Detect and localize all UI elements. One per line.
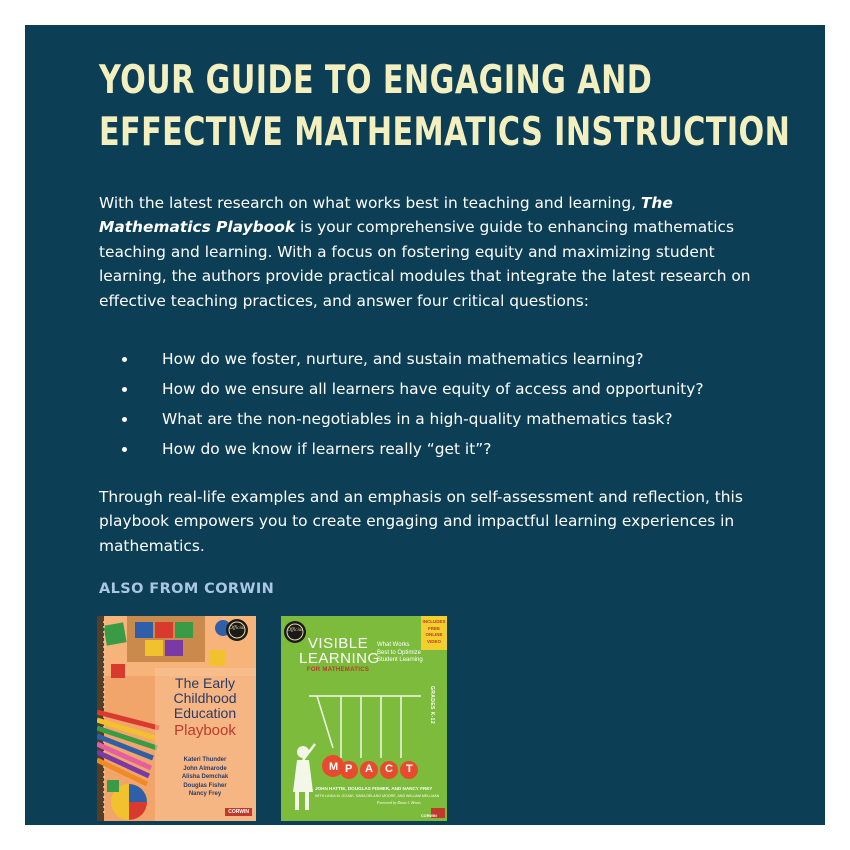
book1-authors xyxy=(157,756,253,799)
bullet-icon xyxy=(122,357,127,362)
book2-tagline xyxy=(377,642,433,665)
book2-video-badge-line: INCLUDES xyxy=(422,619,446,624)
book1-author: Alisha Demchak xyxy=(181,774,229,780)
impact-letter: C xyxy=(385,763,393,775)
book2-contributors: WITH LINDA M. GOJAK, SARA DELANO MOORE, AND WILLIAM MELLMAN xyxy=(315,794,440,798)
promo-panel xyxy=(25,25,825,825)
intro-paragraph xyxy=(99,191,769,313)
question-text: What are the non-negotiables in a high-quality mathematics task? xyxy=(162,410,673,428)
also-from-heading: ALSO FROM CORWIN xyxy=(99,581,275,597)
book2-badge-text: Official xyxy=(287,628,303,633)
impact-letter: M xyxy=(329,761,339,773)
question-text: How do we ensure all learners have equity of access and opportunity? xyxy=(162,380,704,398)
book1-title-line: The Early xyxy=(175,675,235,691)
book1-title-line: Childhood xyxy=(173,690,237,706)
impact-letter: T xyxy=(406,763,413,775)
intro-text-1: With the latest research on what works best in teaching and learning, xyxy=(99,194,641,212)
headline xyxy=(99,55,791,159)
bullet-icon xyxy=(122,447,127,452)
book2-foreword: Foreword by Diane J. Briars xyxy=(377,801,421,805)
question-item xyxy=(99,379,789,409)
book1-author: John Almarode xyxy=(183,765,227,772)
impact-letter: P xyxy=(345,763,353,775)
question-item xyxy=(99,439,789,469)
book-cover-visible-learning[interactable] xyxy=(281,616,447,821)
book2-tagline-line: Best to Optimize xyxy=(377,649,422,656)
book-cover-early-childhood[interactable] xyxy=(97,616,256,821)
question-text: How do we know if learners really “get it”? xyxy=(162,440,492,458)
book1-publisher: CORWIN xyxy=(225,808,252,816)
book1-title-line: Education xyxy=(173,705,237,721)
headline-line-1: YOUR GUIDE TO ENGAGING AND xyxy=(99,58,653,103)
question-text: How do we foster, nurture, and sustain mathematics learning? xyxy=(162,350,644,368)
book2-authors: JOHN HATTIE, DOUGLAS FISHER, AND NANCY FREY xyxy=(315,786,433,791)
book1-author: Douglas Fisher xyxy=(183,782,227,789)
book1-author: Kateri Thunder xyxy=(183,757,227,763)
book2-tagline-line: Student Learning xyxy=(377,657,423,663)
book1-title xyxy=(157,676,253,740)
book2-grades: GRADES K-12 xyxy=(429,686,435,725)
book1-badge-text: Official xyxy=(229,626,245,631)
book1-subtitle: Playbook xyxy=(174,722,236,739)
bullet-icon xyxy=(122,387,127,392)
question-item xyxy=(99,349,789,379)
impact-letter: A xyxy=(365,763,373,775)
book2-publisher: CORWIN xyxy=(421,814,437,818)
bullet-icon xyxy=(122,417,127,422)
intro-text-2: is your comprehensive guide to enhancing mathematics teaching and learning. With a focus on fostering equity and maximizing student learning, the authors provide practical modules that integrate the latest research on effective teaching practices, and answer four critical questions: xyxy=(99,218,751,310)
book2-title xyxy=(299,635,380,675)
outro-paragraph: Through real-life examples and an emphasis on self-assessment and reflection, this playbook empowers you to create engaging and impactful learning experiences in mathematics. xyxy=(99,488,743,555)
book1-author: Nancy Frey xyxy=(188,791,222,797)
book2-video-badge-line: ONLINE xyxy=(425,632,443,637)
questions-list xyxy=(99,349,789,469)
headline-line-2: EFFECTIVE MATHEMATICS INSTRUCTION xyxy=(99,110,791,155)
book2-title-line: LEARNING xyxy=(299,650,380,667)
intro-book-title: The Mathematics Playbook xyxy=(99,194,673,237)
book2-video-badge xyxy=(421,619,447,645)
book2-title-line: VISIBLE xyxy=(307,635,369,652)
book2-video-badge-line: FREE xyxy=(427,625,440,631)
question-item xyxy=(99,409,789,439)
book2-title-for: FOR MATHEMATICS xyxy=(306,667,370,673)
book2-tagline-line: What Works xyxy=(377,642,410,648)
book2-video-badge-line: VIDEO xyxy=(426,638,441,644)
